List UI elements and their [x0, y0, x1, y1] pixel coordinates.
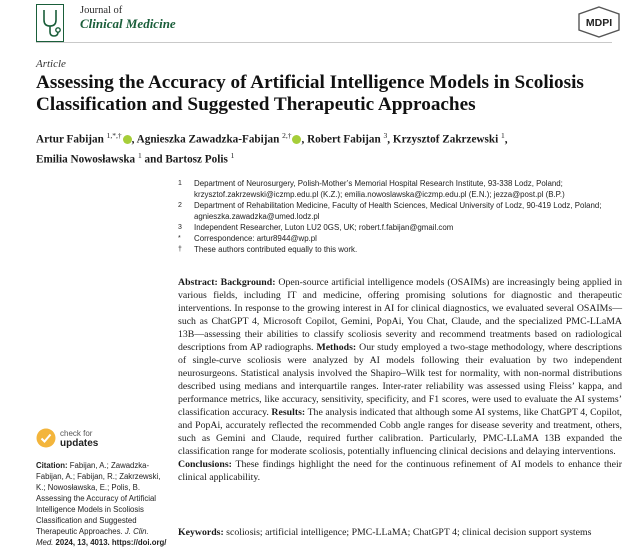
affiliation-text: Independent Researcher, Luton LU2 0GS, UK; robert.f.fabijan@gmail.com: [194, 223, 454, 232]
citation-details[interactable]: 2024, 13, 4013. https://doi.org/: [55, 538, 167, 547]
affiliation-item: [178, 200, 618, 222]
author-name: Krzysztof Zakrzewski: [392, 133, 499, 146]
affiliation-item: [178, 244, 618, 255]
check-for-updates-button[interactable]: [36, 428, 106, 452]
author-name: Artur Fabijan: [36, 133, 104, 146]
author-name: Emilia Nowosławska: [36, 153, 136, 166]
journal-name-line2: Clinical Medicine: [80, 16, 176, 31]
orcid-icon[interactable]: [292, 135, 301, 144]
affiliation-mark: *: [178, 235, 181, 242]
conclusions-label: Conclusions:: [178, 459, 232, 470]
results-text: The analysis indicated that although some AI systems, like ChatGPT 4, Copilot, and PopAi, accurately reflected the recommended Cobb angle ranges for disease severity and treatment, others, such as Gemini and Claude, required further calibration. Particularly, PMC-LLaMA 13B expanded the classification range for moderate scoliosis, potentially influencing clinical decisions and delaying interventions.: [178, 407, 622, 457]
article-title: Assessing the Accuracy of Artificial Intelligence Models in Scoliosis Classification and Suggested Therapeutic Approaches: [36, 72, 584, 115]
conclusions-text: These findings highlight the need for the continuous refinement of AI models to enhance their clinical applicability.: [178, 459, 622, 483]
author-sup: 3: [383, 131, 388, 140]
affiliation-item: [178, 233, 618, 244]
correspondence-text: Correspondence: artur8944@wp.pl: [194, 234, 317, 243]
keywords-text: scoliosis; artificial intelligence; PMC-LLaMA; ChatGPT 4; clinical decision support systems: [226, 527, 592, 538]
equal-contribution-note: These authors contributed equally to this work.: [194, 245, 358, 254]
header-divider: [36, 42, 612, 43]
affiliation-mark: 3: [178, 224, 182, 231]
keywords-label: Keywords:: [178, 527, 224, 538]
author-sup: 1: [230, 150, 235, 160]
author-sup: 1: [137, 150, 142, 160]
author-sup: 2,†: [282, 131, 292, 140]
journal-name: [80, 4, 176, 30]
journal-name-line1: Journal of: [80, 5, 123, 16]
citation: [36, 460, 168, 548]
publisher-name: MDPI: [585, 17, 613, 29]
background-label: Background:: [220, 277, 276, 288]
methods-text: Our study employed a two-stage methodology, where descriptions of single-curve scoliosis were analyzed by AI models following their evaluation by two independent neurosurgeons. Statistical analysis involved the Shapiro–Wilk test for normality, with non-normal distributions described using medians and interquartile ranges. Inter-rater reliability was assessed using Fleiss’ kappa, and performance metrics, like accuracy, sensitivity, specificity, and F1 scores, were used to evaluate the AI systems’ classification accuracy.: [178, 342, 622, 418]
affiliations: [178, 178, 618, 255]
check-updates-line2: updates: [60, 438, 99, 449]
citation-journal: J. Clin. Med.: [36, 527, 149, 547]
mdpi-logo: [577, 6, 621, 38]
author-list: Artur Fabijan $^{1,*,\dagger}$ , Agnieszka Zawadzka-Fabijan $^{2,\dagger}$ , Robert Fabijan $^3$, Krzysztof Zakrzewski $^1$, Emilia Nowosławska $^1$ and Bartosz Polis $^1$: [36, 131, 508, 166]
methods-label: Methods:: [316, 342, 357, 353]
citation-text: Fabijan, A.; Zawadzka-Fabijan, A.; Fabijan, R.; Zakrzewski, K.; Nowosławska, E.; Polis, B. Assessing the Accuracy of Artificial Intelligence Models in Scoliosis Classification and Suggested Therapeutic Approaches.: [36, 461, 161, 536]
orcid-icon[interactable]: [123, 135, 132, 144]
author-name: Robert Fabijan: [307, 133, 381, 146]
author-name: Bartosz Polis: [165, 153, 228, 166]
abstract-label: Abstract:: [178, 277, 218, 288]
affiliation-mark: †: [178, 246, 182, 253]
affiliation-text: Department of Neurosurgery, Polish-Mother’s Memorial Hospital Research Institute, 93-338 Lodz, Poland; krzysztof.zakrzewski@iczmp.edu.pl (K.Z.); emilia.nowoslawska@iczmp.edu.pl (E.N.); jezza@post.pl (B.P.): [194, 179, 565, 199]
journal-logo-icon: [36, 4, 64, 42]
check-updates-icon: [36, 428, 56, 448]
affiliation-item: [178, 178, 618, 200]
citation-label: Citation:: [36, 461, 68, 470]
results-label: Results:: [271, 407, 306, 418]
affiliation-mark: 1: [178, 180, 182, 187]
abstract: [178, 276, 622, 484]
affiliation-mark: 2: [178, 202, 182, 209]
background-text: Open-source artificial intelligence models (OSAIMs) are increasingly being applied in various fields, including IT and medicine, offering promising solutions for diagnostic and therapeutic interventions. In response to the growing interest in AI for clinical diagnostics, we evaluated several OSAIMs—such as ChatGPT 4, Microsoft Copilot, Gemini, PopAi, You Chat, Claude, and the specialized PMC-LLaMA 13B—assessing their abilities to classify scoliosis severity and recommend treatments based on radiological descriptions from AP radiographs.: [178, 277, 622, 353]
author-sup: 1,*,†: [106, 131, 122, 140]
affiliation-item: [178, 222, 618, 233]
affiliation-text: Department of Rehabilitation Medicine, Faculty of Health Sciences, Medical University of Lodz, 90-419 Lodz, Poland; agnieszka.zawadzka@umed.lodz.pl: [194, 201, 602, 221]
article-type: Article: [36, 58, 66, 70]
author-sup: 1: [501, 131, 505, 140]
keywords: [178, 526, 622, 539]
check-updates-line1: check for: [60, 429, 93, 438]
author-name: Agnieszka Zawadzka-Fabijan: [136, 133, 280, 146]
